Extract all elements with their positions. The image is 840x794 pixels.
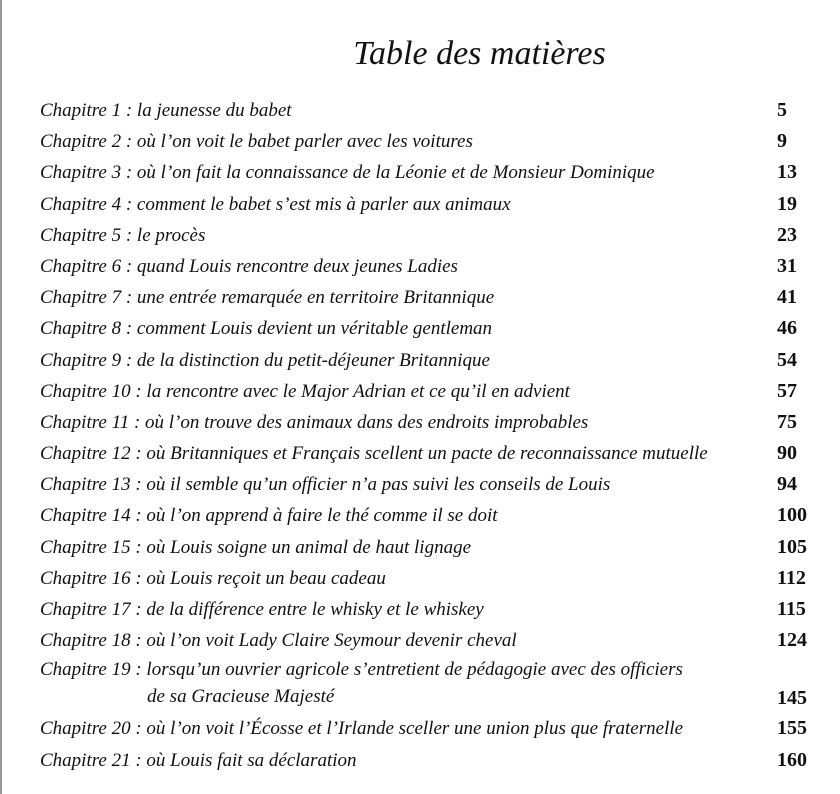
- toc-entry-label: [40, 251, 458, 282]
- toc-entry: [40, 745, 820, 776]
- toc-entry-title: Chapitre 21 : où Louis fait sa déclaration: [40, 749, 357, 771]
- toc-entry-label: [40, 189, 511, 220]
- toc-entry: [40, 563, 820, 594]
- toc-entry-page-number: 90: [777, 442, 797, 465]
- toc-entry-page-number: 105: [777, 535, 807, 558]
- toc-entry-page-number: 13: [777, 161, 797, 184]
- toc-entry-title: Chapitre 16 : où Louis reçoit un beau cadeau: [40, 567, 386, 589]
- toc-entry-label: [40, 345, 490, 376]
- toc-entry-page-number: 112: [777, 566, 806, 589]
- toc-entry-label: [40, 469, 610, 500]
- toc-entry-label: [40, 625, 517, 656]
- toc-entry-title: Chapitre 9 : de la distinction du petit-déjeuner Britannique: [40, 349, 490, 371]
- toc-entry: [40, 656, 820, 713]
- toc-entry-label: [40, 713, 683, 744]
- toc-entry-label: [40, 95, 292, 126]
- toc-entry-title: Chapitre 10 : la rencontre avec le Major Adrian et ce qu’il en advient: [40, 380, 570, 402]
- toc-entry-label: [40, 282, 494, 313]
- table-of-contents: [40, 95, 820, 776]
- toc-entry-label: [40, 500, 498, 531]
- toc-entry-label: [40, 220, 205, 251]
- toc-entry-page-number: 19: [777, 192, 797, 215]
- toc-entry: [40, 469, 820, 500]
- toc-entry-title: Chapitre 17 : de la différence entre le whisky et le whiskey: [40, 599, 484, 620]
- toc-entry-title: Chapitre 13 : où il semble qu’un officier n’a pas suivi les conseils de Louis: [40, 474, 611, 496]
- toc-entry-page-number: 160: [777, 748, 807, 771]
- toc-entry-title: Chapitre 2 : où l’on voit le babet parler avec les voitures: [40, 131, 473, 153]
- toc-entry-title: Chapitre 7 : une entrée remarquée en territoire Britannique: [40, 287, 495, 309]
- toc-entry-label: [40, 157, 655, 188]
- toc-entry-label: [40, 563, 386, 594]
- toc-entry: [40, 251, 820, 282]
- toc-entry-title: Chapitre 15 : où Louis soigne un animal de haut lignage: [40, 536, 472, 558]
- toc-entry-page-number: 31: [777, 254, 797, 277]
- toc-entry-label: [40, 438, 708, 469]
- toc-entry: [40, 713, 820, 744]
- toc-entry: [40, 625, 820, 656]
- toc-entry-title-continued: de sa Gracieuse Majesté: [147, 686, 335, 708]
- toc-entry-label: [40, 126, 473, 157]
- toc-entry-title: Chapitre 20 : où l’on voit l’Écosse et l’Irlande sceller une union plus que fraternelle: [40, 718, 684, 740]
- toc-entry-title: Chapitre 4 : comment le babet s’est mis à parler aux animaux: [40, 193, 511, 215]
- toc-entry-page-number: 115: [777, 598, 806, 620]
- toc-entry-label: [40, 656, 683, 710]
- page-title: Table des matières: [353, 35, 606, 72]
- toc-entry-page-number: 41: [777, 286, 797, 309]
- toc-entry-title: Chapitre 1 : la jeunesse du babet: [40, 100, 292, 121]
- toc-entry-page-number: 46: [777, 317, 797, 340]
- toc-entry: [40, 594, 820, 625]
- toc-entry: [40, 282, 820, 313]
- toc-entry: [40, 532, 820, 563]
- toc-entry: [40, 376, 820, 407]
- toc-entry-title: Chapitre 12 : où Britanniques et Français scellent un pacte de reconnaissance mutuelle: [40, 443, 708, 465]
- toc-entry-page-number: 54: [777, 348, 797, 371]
- toc-entry: [40, 345, 820, 376]
- toc-entry-title: Chapitre 3 : où l’on fait la connaissance de la Léonie et de Monsieur Dominique: [40, 162, 655, 184]
- toc-entry-page-number: 57: [777, 379, 797, 402]
- toc-entry: [40, 95, 820, 126]
- toc-entry: [40, 313, 820, 344]
- toc-entry-page-number: 145: [777, 687, 807, 710]
- toc-entry-title: Chapitre 11 : où l’on trouve des animaux dans des endroits improbables: [40, 411, 589, 433]
- toc-entry-label: [40, 745, 357, 776]
- toc-entry-page-number: 5: [777, 99, 787, 121]
- toc-entry-page-number: 94: [777, 473, 797, 496]
- toc-entry: [40, 157, 820, 188]
- toc-entry-page-number: 23: [777, 223, 797, 246]
- toc-entry-page-number: 100: [777, 504, 807, 527]
- toc-entry: [40, 220, 820, 251]
- toc-entry-label: [40, 376, 570, 407]
- toc-entry-title: Chapitre 5 : le procès: [40, 224, 206, 246]
- toc-entry: [40, 126, 820, 157]
- toc-entry-label: [40, 313, 492, 344]
- toc-entry-label: [40, 407, 588, 438]
- toc-entry: [40, 407, 820, 438]
- toc-entry: [40, 500, 820, 531]
- toc-entry-label: [40, 594, 484, 625]
- toc-entry-page-number: 124: [777, 629, 807, 652]
- toc-entry-title: Chapitre 6 : quand Louis rencontre deux jeunes Ladies: [40, 255, 458, 277]
- toc-entry-title: Chapitre 8 : comment Louis devient un véritable gentleman: [40, 318, 493, 340]
- toc-entry: [40, 438, 820, 469]
- toc-entry-page-number: 75: [777, 410, 797, 433]
- toc-entry: [40, 189, 820, 220]
- toc-entry-page-number: 9: [777, 130, 787, 153]
- toc-entry-title: Chapitre 18 : où l’on voit Lady Claire Seymour devenir cheval: [40, 630, 517, 652]
- toc-entry-title: Chapitre 19 : lorsqu’un ouvrier agricole s’entretient de pédagogie avec des officiers: [40, 659, 683, 681]
- toc-entry-page-number: 155: [777, 717, 807, 740]
- toc-entry-title: Chapitre 14 : où l’on apprend à faire le thé comme il se doit: [40, 505, 498, 527]
- toc-entry-label: [40, 532, 471, 563]
